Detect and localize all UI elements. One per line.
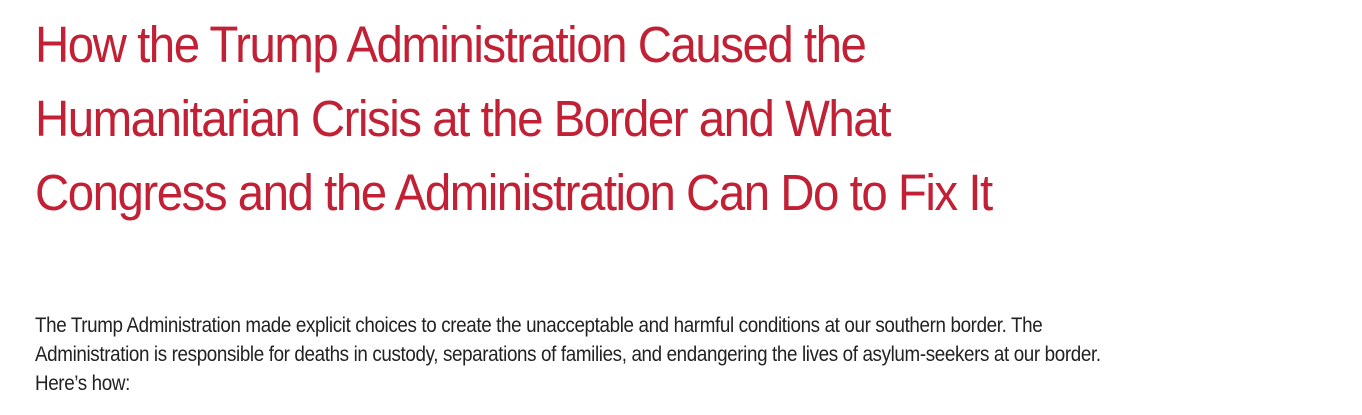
page-title (35, 8, 1244, 230)
intro-paragraph (35, 311, 1225, 398)
title-line-1: How the Trump Administration Caused the (35, 16, 866, 73)
title-line-2: Humanitarian Crisis at the Border and What (35, 90, 890, 147)
title-line-3: Congress and the Administration Can Do to Fix It (35, 164, 992, 221)
intro-line-3: Here’s how: (35, 372, 130, 395)
intro-line-1: The Trump Administration made explicit choices to create the unacceptable and harmful conditions at our southern border. The (35, 314, 1043, 337)
intro-line-2: Administration is responsible for deaths in custody, separations of families, and endangering the lives of asylum-seekers at our border. (35, 343, 1101, 366)
